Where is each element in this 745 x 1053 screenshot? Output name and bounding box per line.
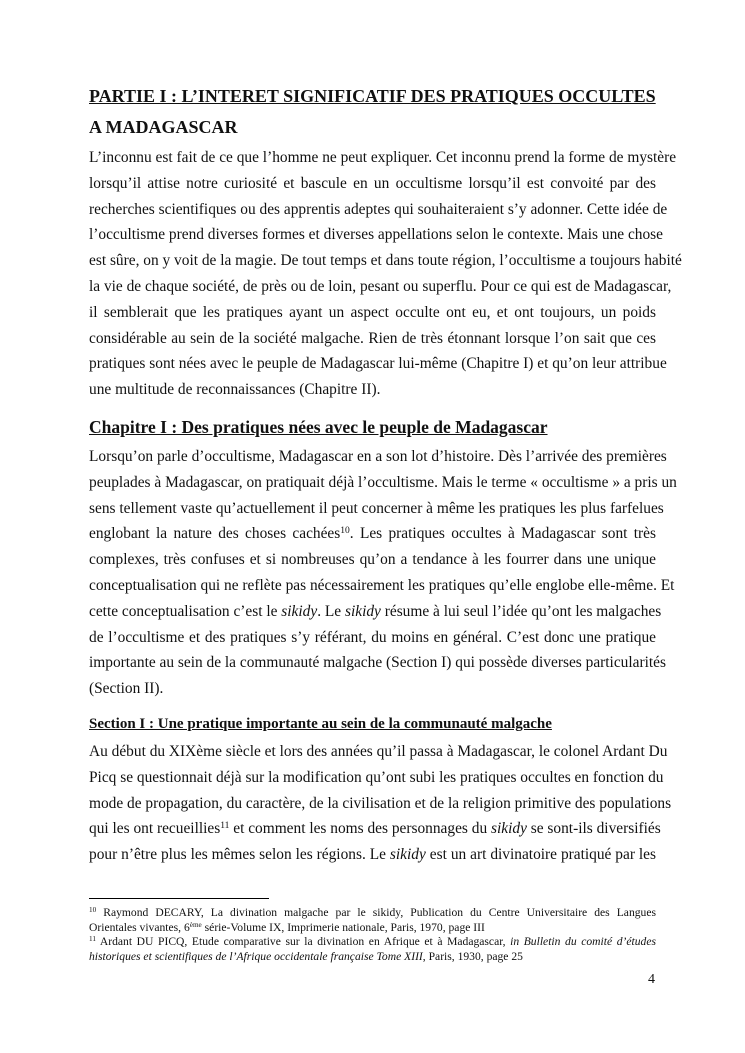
- text-line: [89, 573, 675, 599]
- section-title: Section I : Une pratique importante au sein de la communauté malgache: [89, 716, 552, 732]
- text-line: [89, 816, 661, 842]
- text-run: la vie de chaque société, de près ou de loin, pesant ou superflu. Pour ce qui est de Madagascar,: [89, 277, 672, 295]
- text-run: et comment les noms des personnages du: [229, 820, 491, 838]
- text-line: [89, 765, 664, 791]
- italic-term: sikidy: [281, 602, 318, 620]
- text-line: [89, 676, 656, 702]
- partie-heading: [89, 81, 656, 143]
- text-line: [89, 521, 656, 547]
- text-line: [89, 625, 656, 651]
- text-run: de l’occultisme et des pratiques s’y référant, du moins en général. C’est donc une pratique: [89, 628, 656, 646]
- footnotes: [89, 906, 656, 964]
- italic-term: sikidy: [491, 820, 527, 838]
- text-line: [89, 791, 672, 817]
- italic-term: sikidy: [344, 602, 381, 620]
- text-line: [89, 444, 667, 470]
- text-line: [89, 197, 668, 223]
- text-run: se sont-ils diversifiés: [526, 820, 661, 838]
- text-run: l’occultisme prend diverses formes et diverses appellations selon le contexte. Mais une chose: [89, 226, 663, 244]
- text-run: cette conceptualisation c’est le: [89, 602, 282, 620]
- text-run: . Le: [317, 602, 345, 620]
- text-run: mode de propagation, du caractère, de la civilisation et de la religion primitive des populations: [89, 794, 672, 812]
- text-line: [89, 274, 672, 300]
- footnote-ref: ème: [189, 920, 202, 929]
- chapitre-title: Chapitre I : Des pratiques nées avec le peuple de Madagascar: [89, 417, 548, 437]
- text-line: [89, 326, 656, 352]
- text-run: peuplades à Madagascar, on pratiquait déjà l’occultisme. Mais le terme « occultisme » a pris un: [89, 473, 677, 491]
- italic-term: sikidy: [389, 846, 426, 864]
- footnote-line: [89, 906, 656, 921]
- text-run: une multitude de reconnaissances (Chapitre II).: [89, 381, 381, 399]
- text-run: série-Volume IX, Imprimerie nationale, Paris, 1970, page III: [201, 920, 485, 934]
- text-run: englobant la nature des choses cachées: [89, 525, 341, 543]
- text-line: [89, 739, 668, 765]
- text-line: [89, 222, 663, 248]
- italic-term: historiques et scientifiques de l’Afrique occidentale française Tome XIII: [89, 949, 423, 963]
- text-run: (Section II).: [89, 680, 164, 698]
- footnote-line: [89, 950, 656, 965]
- text-line: [89, 547, 656, 573]
- footnote-ref: 10: [340, 525, 350, 537]
- text-run: Picq se questionnait déjà sur la modification qu’ont subi les pratiques occultes en fonction du: [89, 768, 664, 786]
- text-run: Raymond DECARY, La divination malgache par le sikidy, Publication du Centre Universitaire des Langues: [96, 906, 656, 919]
- text-run: . Les pratiques occultes à Madagascar sont très: [349, 525, 656, 543]
- text-run: pour n’être plus les mêmes selon les régions. Le: [89, 846, 390, 864]
- footnote-ref: 10: [89, 906, 97, 915]
- text-line: [89, 171, 656, 197]
- text-run: considérable au sein de la société malgache. Rien de très étonnant lorsque l’on sait que ces: [89, 329, 656, 347]
- text-line: [89, 842, 656, 868]
- footnote-ref: 11: [89, 935, 96, 944]
- text-line: [89, 248, 682, 274]
- text-run: conceptualisation qui ne reflète pas nécessairement les pratiques qu’elle englobe elle-même. Et: [89, 576, 675, 594]
- text-run: est un art divinatoire pratiqué par les: [425, 846, 657, 864]
- text-line: [89, 496, 664, 522]
- text-run: L’inconnu est fait de ce que l’homme ne peut expliquer. Cet inconnu prend la forme de mystère: [89, 149, 677, 166]
- text-run: sens tellement vaste qu’actuellement il peut concerner à même les pratiques les plus farfelues: [89, 499, 664, 517]
- page-number: 4: [648, 972, 655, 987]
- text-line: [89, 300, 656, 326]
- text-line: [89, 377, 656, 403]
- text-run: , Paris, 1930, page 25: [422, 949, 523, 963]
- text-line: [89, 145, 677, 171]
- text-run: résume à lui seul l’idée qu’ont les malgaches: [380, 602, 662, 620]
- footnote-ref: 11: [220, 820, 230, 832]
- italic-term: in Bulletin du comité d’études: [510, 935, 656, 948]
- text-run: est sûre, on y voit de la magie. De tout temps et dans toute région, l’occultisme a toujours habité: [89, 252, 682, 270]
- text-run: pratiques sont nées avec le peuple de Madagascar lui-même (Chapitre I) et qu’on leur attribue: [89, 355, 667, 373]
- footnote-line: [89, 921, 656, 936]
- text-line: [89, 650, 666, 676]
- intro-paragraph: [89, 145, 682, 403]
- text-run: Lorsqu’on parle d’occultisme, Madagascar en a son lot d’histoire. Dès l’arrivée des premières: [89, 448, 667, 465]
- text-run: recherches scientifiques ou des apprentis adeptes qui souhaiteraient s’y adonner. Cette idée de: [89, 200, 668, 218]
- text-run: Au début du XIXème siècle et lors des années qu’il passa à Madagascar, le colonel Ardant Du: [89, 743, 668, 760]
- chapitre-paragraph: [89, 444, 677, 702]
- partie-heading-line-2: A MADAGASCAR: [89, 117, 238, 137]
- text-run: complexes, très confuses et si nombreuses qu’on a tendance à les fourrer dans une unique: [89, 551, 656, 569]
- text-run: il semblerait que les pratiques ayant un aspect occulte ont eu, et ont toujours, un poids: [89, 303, 656, 321]
- text-run: qui les ont recueillies: [89, 820, 221, 838]
- section-heading: [89, 712, 656, 737]
- text-run: Orientales vivantes, 6: [89, 920, 190, 934]
- footnote-separator: [89, 898, 269, 899]
- chapitre-heading: [89, 413, 656, 441]
- text-run: importante au sein de la communauté malgache (Section I) qui possède diverses particularités: [89, 654, 666, 672]
- text-line: [89, 599, 662, 625]
- text-line: [89, 351, 667, 377]
- section-paragraph: [89, 739, 672, 868]
- text-run: lorsqu’il attise notre curiosité et bascule en un occultisme lorsqu’il est convoité par des: [89, 174, 656, 192]
- partie-heading-line-1: PARTIE I : L’INTERET SIGNIFICATIF DES PRATIQUES OCCULTES: [89, 86, 656, 106]
- text-line: [89, 470, 677, 496]
- footnote-line: [89, 935, 656, 950]
- text-run: Ardant DU PICQ, Etude comparative sur la divination en Afrique et à Madagascar,: [95, 935, 511, 948]
